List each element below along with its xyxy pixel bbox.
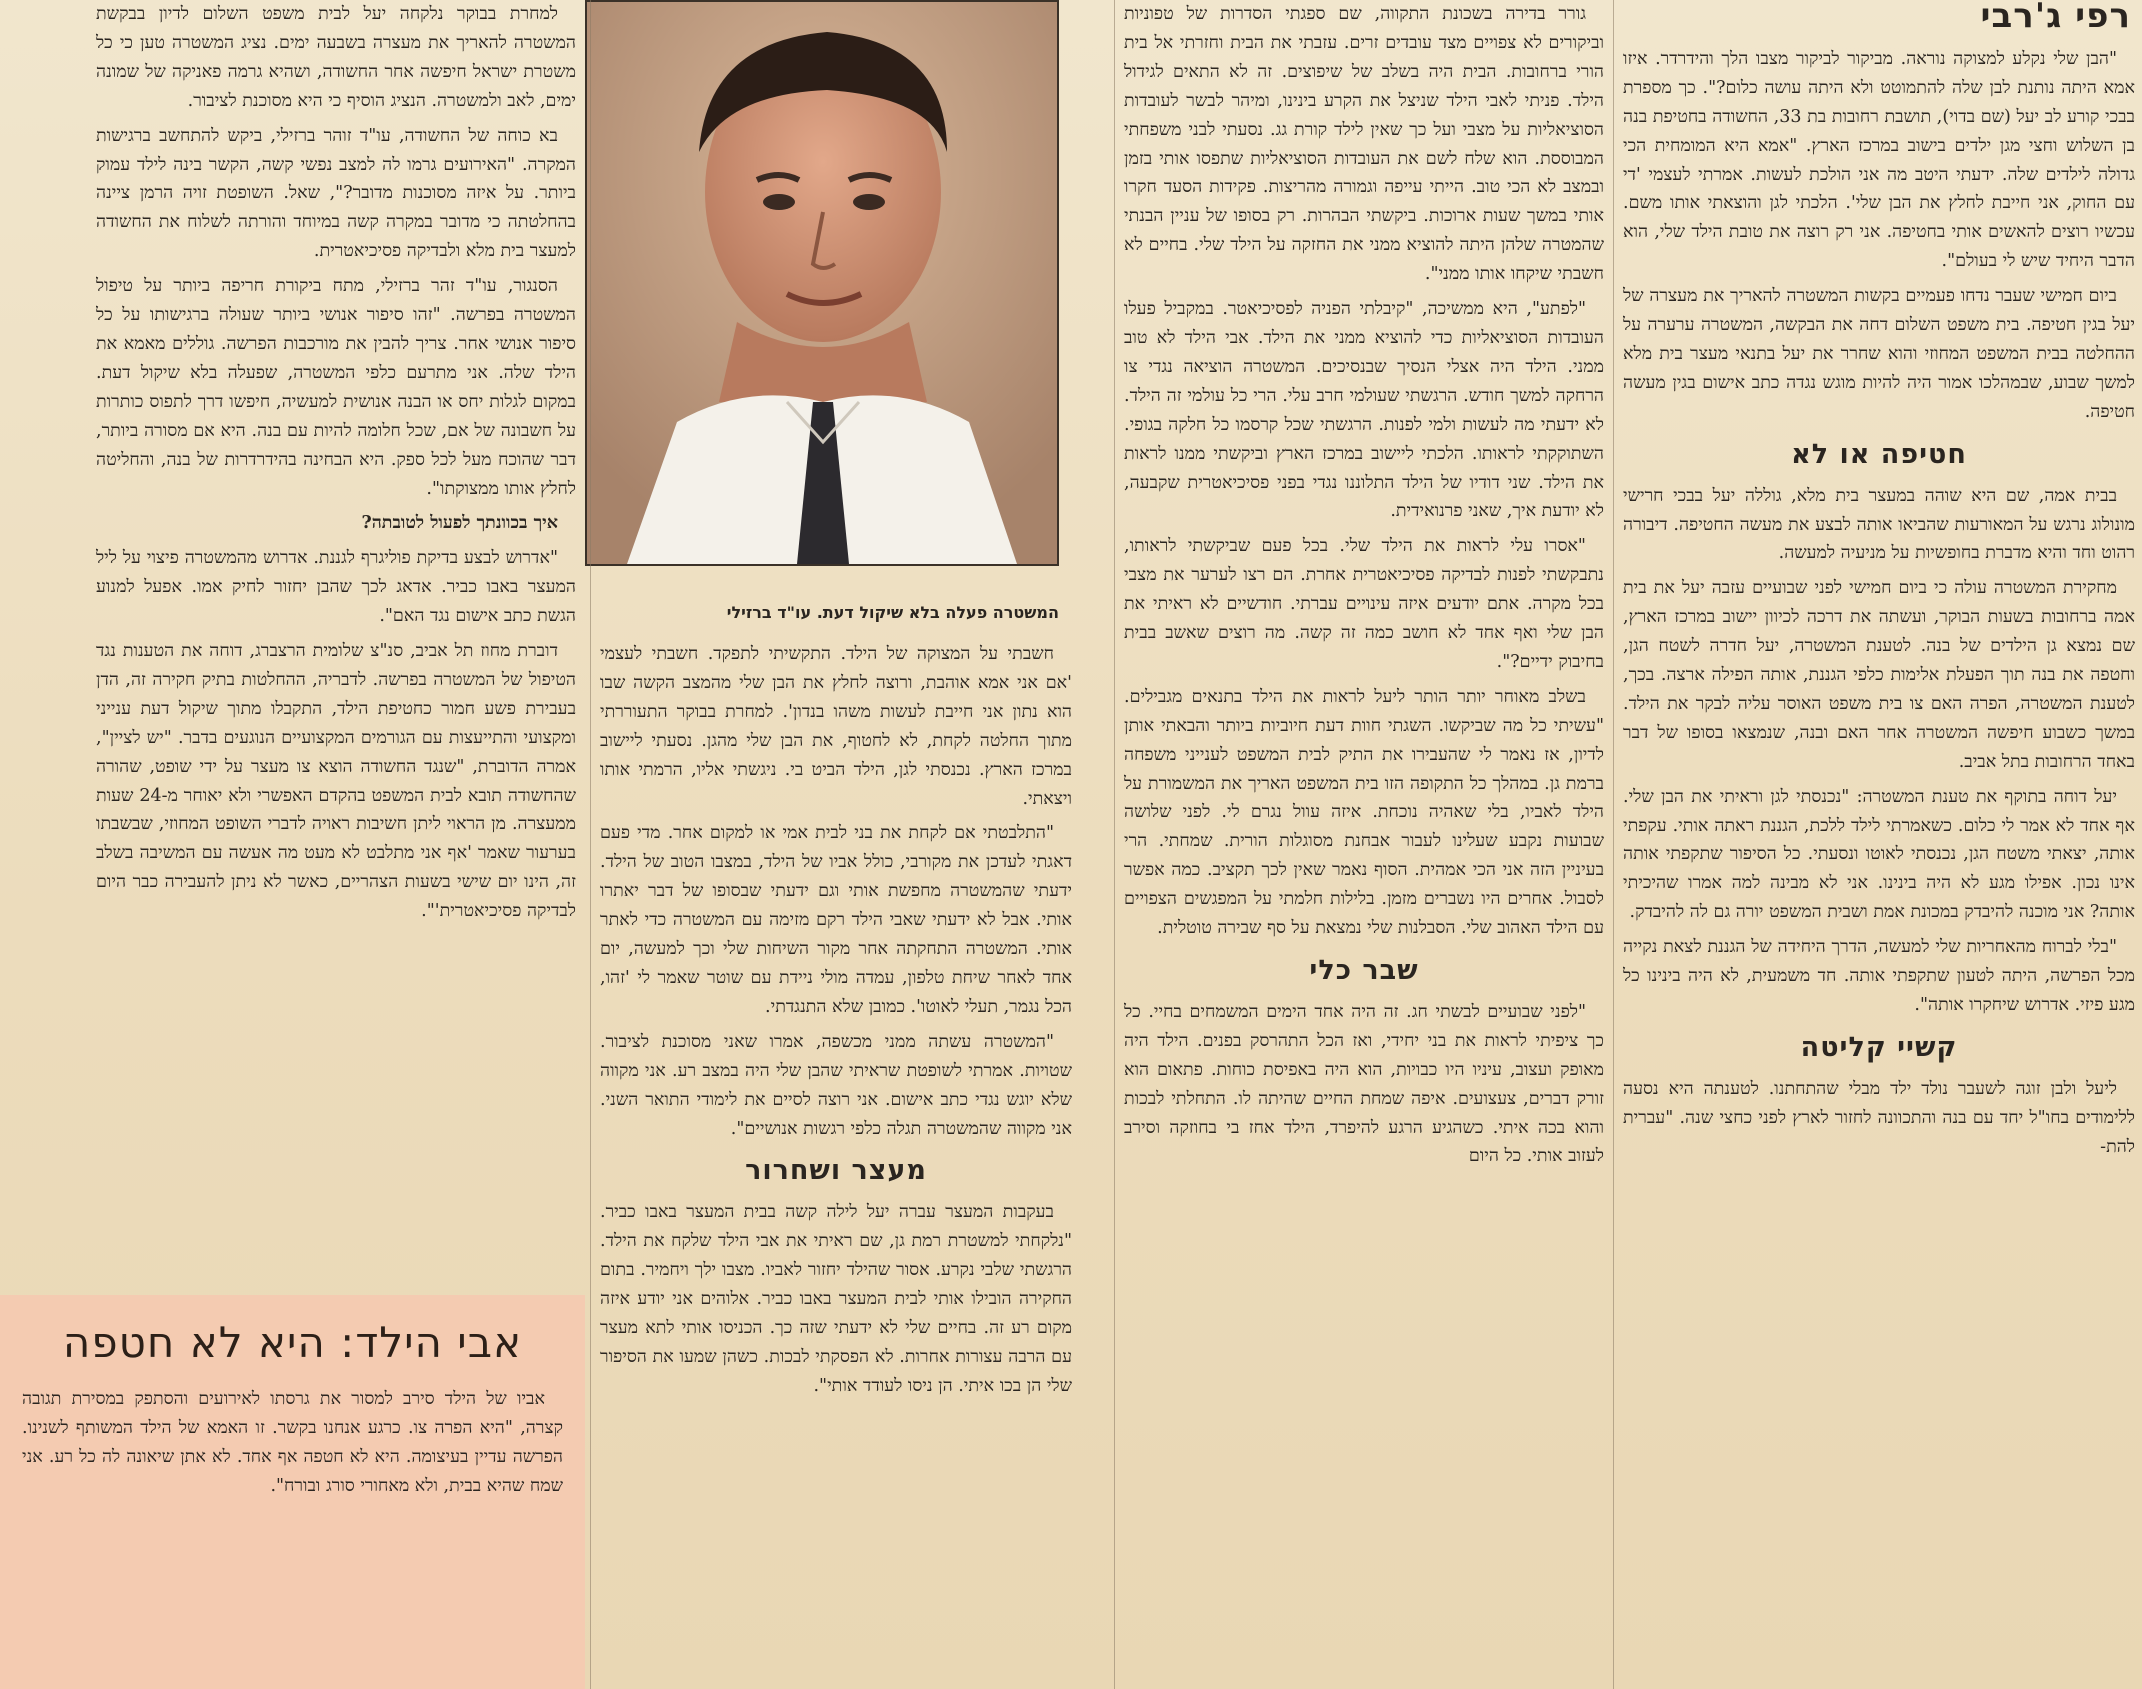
section-heading: שבר כלי: [1309, 955, 1419, 986]
column-divider: [1114, 0, 1115, 1689]
paragraph: חשבתי על המצוקה של הילד. התקשיתי לתפקד. חשבתי לעצמי 'אם אני אמא אוהבת, ורוצה לחלץ את הבן שלי מהמצב הקשה שבו הוא נתון אני חייבת לעשות משהו בנדון'. למחרת בבוקר התעוררתי מתוך החלטה לקחת, לא לחטוף, את הבן שלי מהגן. נסעתי ליישוב במרכז הארץ. נכנסתי לגן, הילד הביט בי. ניגשתי אליו, הרמתי אותו ויצאתי.: [600, 644, 1072, 809]
author-byline: רפי ג'רבי: [1980, 0, 2131, 36]
column-divider: [590, 0, 591, 1689]
paragraph: "התלבטתי אם לקחת את בני לבית אמי או למקום אחר. מדי פעם דאגתי לעדכן את מקורבי, כולל אביו של הילד, במצבו הטוב של הילד. ידעתי שהמשטרה מחפשת אותי וגם ידעתי שבסופו של דבר יאתרו אותי. אבל לא ידעתי שאבי הילד רקם מזימה עם המשטרה כדי לאתר אותי. המשטרה התחקתה אחר מקור השיחות שלי וכך למעשה, יום אחד לאחר שיחת טלפון, עמדה מולי ניידת עם שוטר שאמר לי 'זהו, הכל נגמר, תעלי לאוטו'. כמובן שלא התנגדתי.: [600, 823, 1072, 1017]
sidebar-headline: אבי הילד: היא לא חטפה: [62, 1318, 523, 1367]
paragraph: "לפתע", היא ממשיכה, "קיבלתי הפניה לפסיכיאטר. במקביל פעלו העובדות הסוציאליות כדי להוציא ממני את הילד. אבי הילד לא טוב ממני. הילד היה אצלי הנסיך שבנסיכים. המשטרה הוציאה נגדי צו הרחקה למשך חודש. הרגשתי שעולמי חרב עלי. הרי כל עולמי זה הילד. לא ידעתי מה לעשות ולמי לפנות. הרגשתי שכל קרסמו כל חלקה בגופי. השתוקקתי לראותו. הלכתי ליישוב במרכז הארץ וביקשתי ממנו לראות את הילד. שני דודיו של הילד התלוננו נגדי בפני פסיכיאטרית שקבעה, לא יודעת איך, שאני פרנואידית.: [1124, 299, 1604, 522]
sidebar-body: [22, 1385, 563, 1501]
paragraph: בעקבות המעצר עברה יעל לילה קשה בבית המעצר באבו כביר. "נלקחתי למשטרת רמת גן, שם ראיתי את אבי הילד שלקח את הילד. הרגשתי שלבי נקרע. אסור שהילד יחזור לאביו. מצבו ילך ויחמיר. בתום החקירה הובילו אותי לבית המעצר באבו כביר. אלוהים אני יודע איזה מקום רע זה. בחיים שלי לא ידעתי שזה כך. הכניסו אותי לתא מעצר עם הרבה עצורות אחרות. לא הפסקתי לבכות. כשהן שמעו את הסיפור שלי הן בכו איתי. הן ניסו לעודד אותי".: [600, 1202, 1072, 1396]
section-heading: מעצר ושחרור: [745, 1155, 927, 1187]
interview-question: איך בכוונתך לפעול לטובתה?: [361, 513, 558, 534]
photo-caption: המשטרה פעלה בלא שיקול דעת. עו"ד ברזילי: [726, 603, 1059, 622]
column-divider: [1613, 0, 1614, 1689]
paragraph: "המשטרה עשתה ממני מכשפה, אמרו שאני מסוכנת לציבור. שטויות. אמרתי לשופטת שראיתי שהבן שלי היה במצב רע. אני מקווה שלא יוגש נגדי כתב אישום. אני רוצה לסיים את לימודי התואר השני. אני מקווה שהמשטרה תגלה כלפי רגשות אנושיים".: [600, 1031, 1072, 1139]
paragraph: "לפני שבועיים לבשתי חג. זה היה אחד הימים המשמחים בחיי. כל כך ציפיתי לראות את בני יחידי, ואז הכל התהרסק בפנים. הילד היה מאופק ועצוב, עיניו היו כבויות, הוא היה באפיסת כוחות. פתאום הוא זורק דברים, צעצועים. איפה שמחת החיים שהיתה לו. התחלתי לבכות והוא בכה איתי. כשהגיע הרגע להיפרד, הילד אחז בי בחוזקה וסירב לעזוב אותי. כל היום: [1124, 1001, 1604, 1167]
article-column-3: [600, 640, 1072, 1689]
paragraph: בא כוחה של החשודה, עו"ד זוהר ברזילי, ביקש להתחשב ברגישות המקרה. "האירועים גרמו לה למצב נפשי קשה, הקשר בינה לילד עמוק ביותר. על איזה מסוכנות מדובר?", שאל. השופטת זויה הרמן ציינה בהחלטתה כי מדובר במקרה קשה במיוחד והורתה לשלוח את החשודה למעצר בית מלא ולבדיקה פסיכיאטרית.: [96, 125, 576, 262]
article-column-1: [1623, 0, 2135, 1689]
article-column-4: [96, 0, 576, 1290]
paragraph: בשלב מאוחר יותר הותר ליעל לראות את הילד בתנאים מגבילים. "עשיתי כל מה שביקשו. השגתי חוות דעת חיוביות ביותר והבאתי אותן לדיון, אז נאמר לי שהעבירו את התיק לבית המשפט לענייני משפחה ברמת גן. במהלך כל התקופה הזו בית המשפט האריך את המשמורת על הילד לאביו, בלי שאהיה נוכחת. איזה עוול נגרם לי. לפני שלושה שבועות נקבע שעלינו לעבור אבחנת מסוגלות הורית. שמחתי. הרי בעיניין הזה אני הכי אמהית. הסוף נאמר שאין לכך תקציב. כמה אפשר לסבול. אחרים היו נשברים מזמן. בלילות חלמתי על המפגשים הצפויים עם הילד האהוב שלי. הסבלנות שלי נמצאת על סף שבירה טוטלית.: [1124, 686, 1604, 939]
paragraph: הסנגור, עו"ד זהר ברזילי, מתח ביקורת חריפה ביותר על טיפול המשטרה בפרשה. "זהו סיפור אנושי ביותר שעולה ברגישותו על כל סיפור אנושי אחר. צריך להבין את מורכבות הפרשה. גוללים מאמא את הילד שלה. אני מתרעם כלפי המשטרה, שפעלה בלא שיקול דעת. במקום לגלות יחס או הבנה אנושית למעשיה, חיפשו דרך לתפוס כותרות על חשבונה של אם, שכל חלומה להיות עם בנה. היא אם מסורה ביותר, דבר שהוכח מעל לכל ספק. היא הבחינה בהידרדרות של בנה, והחליטה לחלץ אותו ממצוקתו".: [96, 276, 576, 499]
lawyer-portrait-image: [587, 2, 1057, 564]
paragraph: "הבן שלי נקלע למצוקה נוראה. מביקור לביקור מצבו הלך והידרדר. איזו אמא היתה נותנת לבן שלה להתמוטט ולא היתה עושה כלום?". כך מספרת בבכי קורע לב יעל (שם בדוי), תושבת רחובות בת 33, החשודה בחטיפת בנה בן השלוש וחצי מגן ילדים בישוב במרכז הארץ. "אמא היא המומחית הכי גדולה לילדים שלה. ידעתי היטב מה אני הולכת לעשות. אמרתי לעצמי 'די עם החוק, אני חייבת לחלץ את הבן שלי'. הלכתי לגן והוצאתי אותו משם. עכשיו רוצים להאשים אותי בחטיפה. אני רק רוצה את טובת הילד שלי, הוא הדבר היחיד שיש לי בעולם".: [1623, 48, 2135, 272]
paragraph: ליעל ולבן זוגה לשעבר נולד ילד מבלי שהתחתנו. לטענתה היא נסעה ללימודים בחו"ל יחד עם בנה והתכוונה לחזור לארץ לפני כחצי שנה. "עברית להת-: [1623, 1078, 2135, 1157]
paragraph: יעל דוחה בתוקף את טענת המשטרה: "נכנסתי לגן וראיתי את הבן שלי. אף אחד לא אמר לי כלום. כשאמרתי לילד ללכת, הגננת ראתה אותי. עקפתי אותה, יצאתי משטח הגן, נכנסתי לאוטו ונסעתי. כל הסיפור שתקפתי אותה אינו נכון. אפילו מגע לא היה בינינו. אני לא מבינה למה אמרו שהיכיתי אותה? אני מוכנה להיבדק במכונת אמת ושבית המשפט יורה גם לה להיבדק.: [1623, 786, 2135, 923]
article-column-2: [1124, 0, 1604, 1689]
paragraph: בבית אמה, שם היא שוהה במעצר בית מלא, גוללה יעל בבכי חרישי מונולוג נרגש על המאורעות שהביאו אותה לבצע את מעשה החטיפה. דיבורה רהוט וחד והיא מדברת בחופשיות על מניעיה למעשה.: [1623, 485, 2135, 564]
paragraph: "אדרוש לבצע בדיקת פוליגרף לגננת. אדרוש מהמשטרה פיצוי על ליל המעצר באבו כביר. אדאג לכך שהבן יחזור לחיק אמו. אפעל למנוע הגשת כתב אישום נגד האם".: [96, 548, 576, 627]
paragraph: "בלי לברוח מהאחריות שלי למעשה, הדרך היחידה של הגננת לצאת נקייה מכל הפרשה, היתה לטעון שתקפתי אותה. חד משמעית, לא היה בינינו כל מגע פיזי. אדרוש שיחקרו אותה".: [1623, 937, 2135, 1015]
paragraph: אביו של הילד סירב למסור את גרסתו לאירועים והסתפק במסירת תגובה קצרה, "היא הפרה צו. כרגע אנחנו בקשר. זו האמא של הילד המשותף לשנינו. הפרשה עדיין בעיצומה. היא לא חטפה אף אחד. לא אתן שיאונה לה כל רע. אני שמח שהיא בבית, ולא מאחורי סורג ובורח".: [22, 1389, 563, 1496]
paragraph: "אסרו עלי לראות את הילד שלי. בכל פעם שביקשתי לראותו, נתבקשתי לפנות לבדיקה פסיכיאטרית אחרת. הם רצו לערער את מצבי בכל מקרה. אתם יודעים איזה עינויים עברתי. חודשיים לא ראיתי את הבן שלי ואף אחד לא חושב כמה זה קשה. מה רוצים שאשב בבית בחיבוק ידיים?".: [1124, 536, 1604, 672]
portrait-photo: [585, 0, 1059, 566]
section-heading: חטיפה או לא: [1791, 438, 1967, 470]
section-heading: קשיי קליטה: [1800, 1031, 1958, 1063]
paragraph: גורר בדירה בשכונת התקווה, שם ספגתי הסדרות של טפוניות וביקורים לא צפויים מצד עובדים זרים. עזבתי את הבית וחזרתי אל בית הורי ברחובות. הבית היה בשלב של שיפוצים. זה לא התאים לגידול הילד. פניתי לאבי הילד שניצל את הקרע בינינו, ומיהר לבשר לעובדות הסוציאליות על מצבי ועל כך שאין לילד קורת גג. נסעתי לבני משפחתי המבוססת. הוא שלח לשם את העובדות הסוציאליות שתפסו אותי בזמן ובמצב לא הכי טוב. הייתי עייפה וגמורה מהריצות. פקידות הסעד חקרו אותי במשך שעות ארוכות. ביקשתי הבהרות. רק בסופו של עניין הבנתי שהמטרה שלהן היתה להוציא ממני את החזקה על הילד שלי. בחיים לא חשבתי שיקחו אותו ממני".: [1124, 4, 1604, 285]
paragraph: למחרת בבוקר נלקחה יעל לבית משפט השלום לדיון בבקשת המשטרה להאריך את מעצרה בשבעה ימים. נציג המשטרה טען כי כל משטרת ישראל חיפשה אחר החשודה, ושהיא גרמה פאניקה של שמונה ימים, לאב ולמשטרה. הנציג הוסיף כי היא מסוכנת לציבור.: [96, 4, 576, 111]
paragraph: ביום חמישי שעבר נדחו פעמיים בקשות המשטרה להאריך את מעצרה של יעל בגין חטיפה. בית משפט השלום דחה את הבקשה, המשטרה ערערה על ההחלטה בבית המשפט המחוזי והוא שחרר את יעל בתנאי מעצר בית מלא למשך שבוע, שבמהלכו אמור היה להיות מוגש נגדה כתב אישום בגין מעשה חטיפה.: [1623, 286, 2135, 422]
father-response-sidebar: [0, 1295, 585, 1689]
paragraph: דוברת מחוז תל אביב, סנ"צ שלומית הרצברג, דוחה את הטענות נגד הטיפול של המשטרה בפרשה. לדבריה, ההחלטות בתיק חקירה זה, הדן בעבירת פשע חמור כחטיפת הילד, התקבלו מתוך שיקול דעת ענייני ומקצועי והתייעצות עם הגורמים המקצועיים הנוגעים בדבר. "יש לציין", אמרה הדוברת, "שנגד החשודה הוצא צו מעצר על ידי שופט, שהורה שהחשודה תובא לבית המשפט בהקדם האפשרי ולא יאוחר מ-24 שעות ממעצרה. מן הראוי ליתן חשיבות ראויה לדברי השופט המחוזי, שבשבתו בערעור שאמר 'אף אני מתלבט לא מעט מה אעשה עם המשיבה בשלב זה, הינו יום שישי בשעות הצהריים, כאשר לא ניתן להעבירה כבר היום לבדיקה פסיכיאטרית'".: [96, 641, 576, 922]
paragraph: מחקירת המשטרה עולה כי ביום חמישי לפני שבועיים עזבה יעל את בית אמה ברחובות בשעות הבוקר, ועשתה את דרכה לכיוון יישוב במרכז הארץ, שם נמצא גן הילדים של בנה. לטענת המשטרה, יעל חדרה לשטח הגן, וחטפה את בנה תוך הפעלת אלימות כלפי הגננת, אותה הפילה ארצה. בכך, לטענת המשטרה, הפרה האם צו בית משפט האוסר עליה לבקר את הילד. במשך כשבוע חיפשה המשטרה אחר האם ובנה, שנמצאו בסופו של דבר באחד הרחובות בתל אביב.: [1623, 578, 2135, 772]
